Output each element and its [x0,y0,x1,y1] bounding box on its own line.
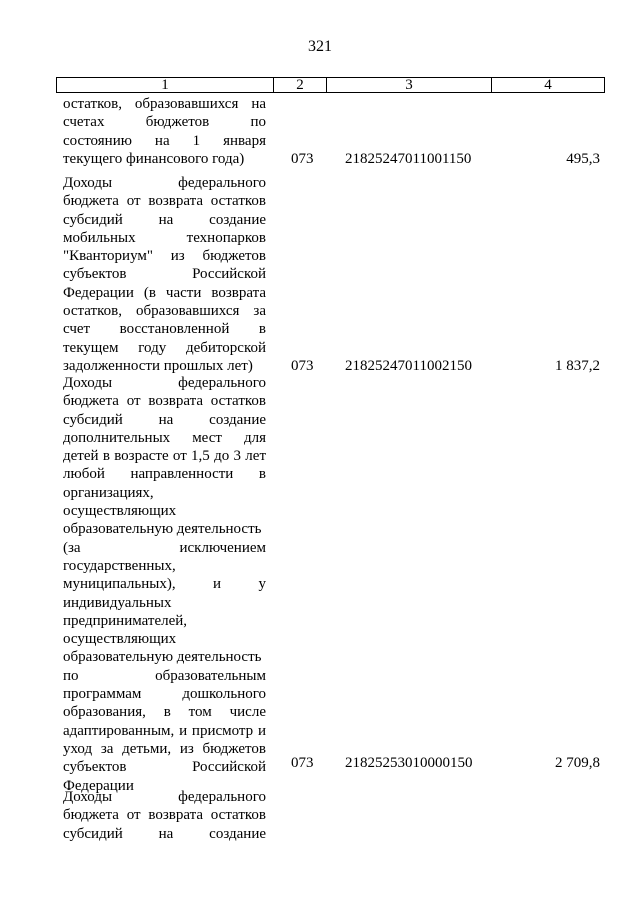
description-line: индивидуальных [63,594,172,611]
description-line: текущем году дебиторской [63,339,266,356]
description-line: образовательную деятельность [63,521,262,538]
description-line: адаптированным, и присмотр и [63,722,266,739]
column-header-3: 3 [327,78,492,93]
description-line: дополнительных мест для [63,429,266,446]
page-number: 321 [308,38,332,55]
description-line: субъектов Российской [63,266,266,283]
row-description [63,788,266,843]
row-code: 073 [291,151,314,167]
column-header-row [57,78,605,93]
description-line: образования, в том числе [63,704,266,721]
description-line: текущего финансового года) [63,150,245,167]
description-line: муниципальных), и у [63,576,266,593]
row-description [63,374,266,795]
row-code: 073 [291,358,314,374]
description-line: предпринимателей, [63,612,188,629]
row-kbk: 21825247011001150 [345,151,472,167]
description-line: (за исключением [63,539,266,556]
row-kbk: 21825247011002150 [345,358,472,374]
description-line: детей в возрасте от 1,5 до 3 лет [63,448,266,465]
description-line: остатков, образовавшихся на [63,96,266,112]
row-amount: 1 837,2 [555,358,600,374]
description-line: мобильных технопарков [63,229,266,246]
column-header-table [56,77,605,93]
description-line: Федерации (в части возврата [63,284,266,301]
description-line: субсидий на создание [63,211,266,228]
column-header-1: 1 [57,78,274,93]
description-line: организациях, [63,484,154,501]
description-line: субъектов Российской [63,759,266,776]
description-line: любой направленности в [63,466,266,483]
description-line: Доходы федерального [63,175,266,191]
description-line: программам дошкольного [63,686,266,703]
description-line: субсидий на создание [63,411,266,428]
description-line: осуществляющих [63,503,177,520]
row-amount: 2 709,8 [555,755,600,771]
description-line: задолженности прошлых лет) [63,357,253,374]
column-header-4: 4 [492,78,605,93]
description-line: субсидий на создание [63,825,266,842]
description-line: бюджета от возврата остатков [63,193,266,210]
description-line: состоянию на 1 января [63,132,266,149]
description-line: остатков, образовавшихся за [63,303,266,320]
description-line: образовательную деятельность [63,649,262,666]
row-amount: 495,3 [566,151,600,167]
description-line: счетах бюджетов по [63,114,266,131]
row-description [63,95,266,168]
row-kbk: 21825253010000150 [345,755,473,771]
description-line: бюджета от возврата остатков [63,807,266,824]
description-line: бюджета от возврата остатков [63,393,266,410]
description-line: "Кванториум" из бюджетов [63,248,266,265]
description-line: Федерации [63,777,134,794]
description-line: осуществляющих [63,631,177,648]
description-line: счет восстановленной в [63,321,266,338]
description-line: государственных, [63,557,176,574]
row-description [63,174,266,375]
column-header-2: 2 [274,78,327,93]
description-line: Доходы федерального [63,789,266,805]
row-code: 073 [291,755,314,771]
description-line: по образовательным [63,667,266,684]
description-line: уход за детьми, из бюджетов [63,740,266,757]
description-line: Доходы федерального [63,375,266,391]
